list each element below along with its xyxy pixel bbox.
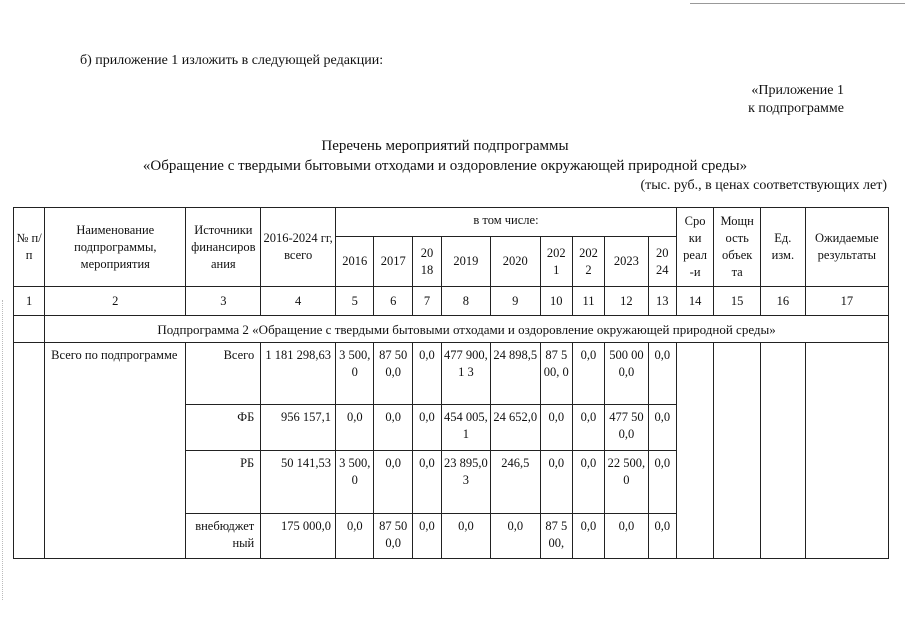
- row-year-value: 23 895,0 3: [442, 451, 491, 514]
- column-number: 14: [676, 287, 713, 316]
- row-year-value: 0,0: [540, 405, 572, 451]
- row-total: 956 157,1: [261, 405, 336, 451]
- table-row: [14, 343, 889, 405]
- column-number: 10: [540, 287, 572, 316]
- column-number: 5: [336, 287, 374, 316]
- header-term: Сро ки реал -и: [676, 208, 713, 287]
- column-number: 13: [648, 287, 676, 316]
- row-source: внебюджет ный: [186, 514, 261, 559]
- row-year-value: 87 500,0: [374, 343, 412, 405]
- row-year-value: 87 500,: [540, 514, 572, 559]
- row-name: Всего по подпрограмме: [45, 343, 186, 559]
- header-sources: Источники финансиров ания: [186, 208, 261, 287]
- header-year: 20 24: [648, 237, 676, 287]
- header-year: 202 1: [540, 237, 572, 287]
- subprogram-num-cell: [14, 316, 45, 343]
- row-year-value: 0,0: [490, 514, 540, 559]
- row-year-value: 0,0: [336, 514, 374, 559]
- appendix-label: «Приложение 1: [751, 83, 844, 98]
- doc-title: Перечень мероприятий подпрограммы: [321, 138, 569, 154]
- row-year-value: 0,0: [648, 514, 676, 559]
- row-year-value: 24 898,5: [490, 343, 540, 405]
- row-year-value: 454 005,1: [442, 405, 491, 451]
- header-year: 202 2: [572, 237, 604, 287]
- column-number: 9: [490, 287, 540, 316]
- row-year-value: 246,5: [490, 451, 540, 514]
- header-name: Наименование подпрограммы, мероприятия: [45, 208, 186, 287]
- header-year: 2019: [442, 237, 491, 287]
- row-year-value: 87 500,0: [374, 514, 412, 559]
- row-year-value: 477 500,0: [605, 405, 649, 451]
- row-year-value: 24 652,0: [490, 405, 540, 451]
- column-number: 6: [374, 287, 412, 316]
- row-year-value: 3 500,0: [336, 451, 374, 514]
- row-num-cell: [14, 343, 45, 559]
- column-number: 7: [412, 287, 441, 316]
- row-year-value: 3 500,0: [336, 343, 374, 405]
- column-number: 16: [761, 287, 806, 316]
- row-year-value: 0,0: [336, 405, 374, 451]
- row-year-value: 0,0: [648, 451, 676, 514]
- row-year-value: 477 900,1 3: [442, 343, 491, 405]
- scan-edge-marks: [2, 300, 4, 600]
- units-note: (тыс. руб., в ценах соответствующих лет): [640, 178, 887, 193]
- header-year: 20 18: [412, 237, 441, 287]
- row-year-value: 500 000,0: [605, 343, 649, 405]
- header-capacity: Мощн ость объек та: [714, 208, 761, 287]
- column-number: 4: [261, 287, 336, 316]
- header-total: 2016-2024 гг, всего: [261, 208, 336, 287]
- row-year-value: 0,0: [605, 514, 649, 559]
- row-year-value: 0,0: [540, 451, 572, 514]
- row-source: РБ: [186, 451, 261, 514]
- top-rule: [690, 3, 905, 4]
- column-number: 2: [45, 287, 186, 316]
- header-unit: Ед. изм.: [761, 208, 806, 287]
- row-total: 1 181 298,63: [261, 343, 336, 405]
- row-year-value: 0,0: [572, 343, 604, 405]
- row-year-value: 0,0: [572, 405, 604, 451]
- unit-cell: [761, 343, 806, 559]
- header-year: 2023: [605, 237, 649, 287]
- subprogram-title: Подпрограмма 2 «Обращение с твердыми бытовыми отходами и оздоровление окружающей природной среды»: [45, 316, 889, 343]
- measures-table: [13, 207, 889, 559]
- header-year: 2017: [374, 237, 412, 287]
- row-source: Всего: [186, 343, 261, 405]
- column-number: 11: [572, 287, 604, 316]
- row-year-value: 0,0: [442, 514, 491, 559]
- header-year: 2020: [490, 237, 540, 287]
- row-year-value: 0,0: [412, 405, 441, 451]
- header-num: № п/п: [14, 208, 45, 287]
- header-year: 2016: [336, 237, 374, 287]
- row-year-value: 0,0: [412, 514, 441, 559]
- column-number: 15: [714, 287, 761, 316]
- row-total: 50 141,53: [261, 451, 336, 514]
- column-number: 1: [14, 287, 45, 316]
- header-including: в том числе:: [336, 208, 677, 237]
- row-year-value: 0,0: [412, 343, 441, 405]
- row-year-value: 0,0: [374, 405, 412, 451]
- row-year-value: 22 500,0: [605, 451, 649, 514]
- row-year-value: 0,0: [572, 514, 604, 559]
- column-number: 3: [186, 287, 261, 316]
- row-year-value: 0,0: [648, 343, 676, 405]
- column-number: 8: [442, 287, 491, 316]
- row-year-value: 87 500, 0: [540, 343, 572, 405]
- column-number-row: [14, 287, 889, 316]
- row-year-value: 0,0: [374, 451, 412, 514]
- row-source: ФБ: [186, 405, 261, 451]
- row-year-value: 0,0: [648, 405, 676, 451]
- row-total: 175 000,0: [261, 514, 336, 559]
- column-number: 12: [605, 287, 649, 316]
- appendix-sub-label: к подпрограмме: [748, 101, 844, 116]
- row-year-value: 0,0: [572, 451, 604, 514]
- doc-subtitle: «Обращение с твердыми бытовыми отходами и оздоровление окружающей природной среды»: [142, 158, 748, 174]
- row-year-value: 0,0: [412, 451, 441, 514]
- capacity-cell: [714, 343, 761, 559]
- intro-text: б) приложение 1 изложить в следующей редакции:: [80, 53, 384, 68]
- header-results: Ожидаемые результаты: [805, 208, 888, 287]
- column-number: 17: [805, 287, 888, 316]
- results-cell: [805, 343, 888, 559]
- term-cell: [676, 343, 713, 559]
